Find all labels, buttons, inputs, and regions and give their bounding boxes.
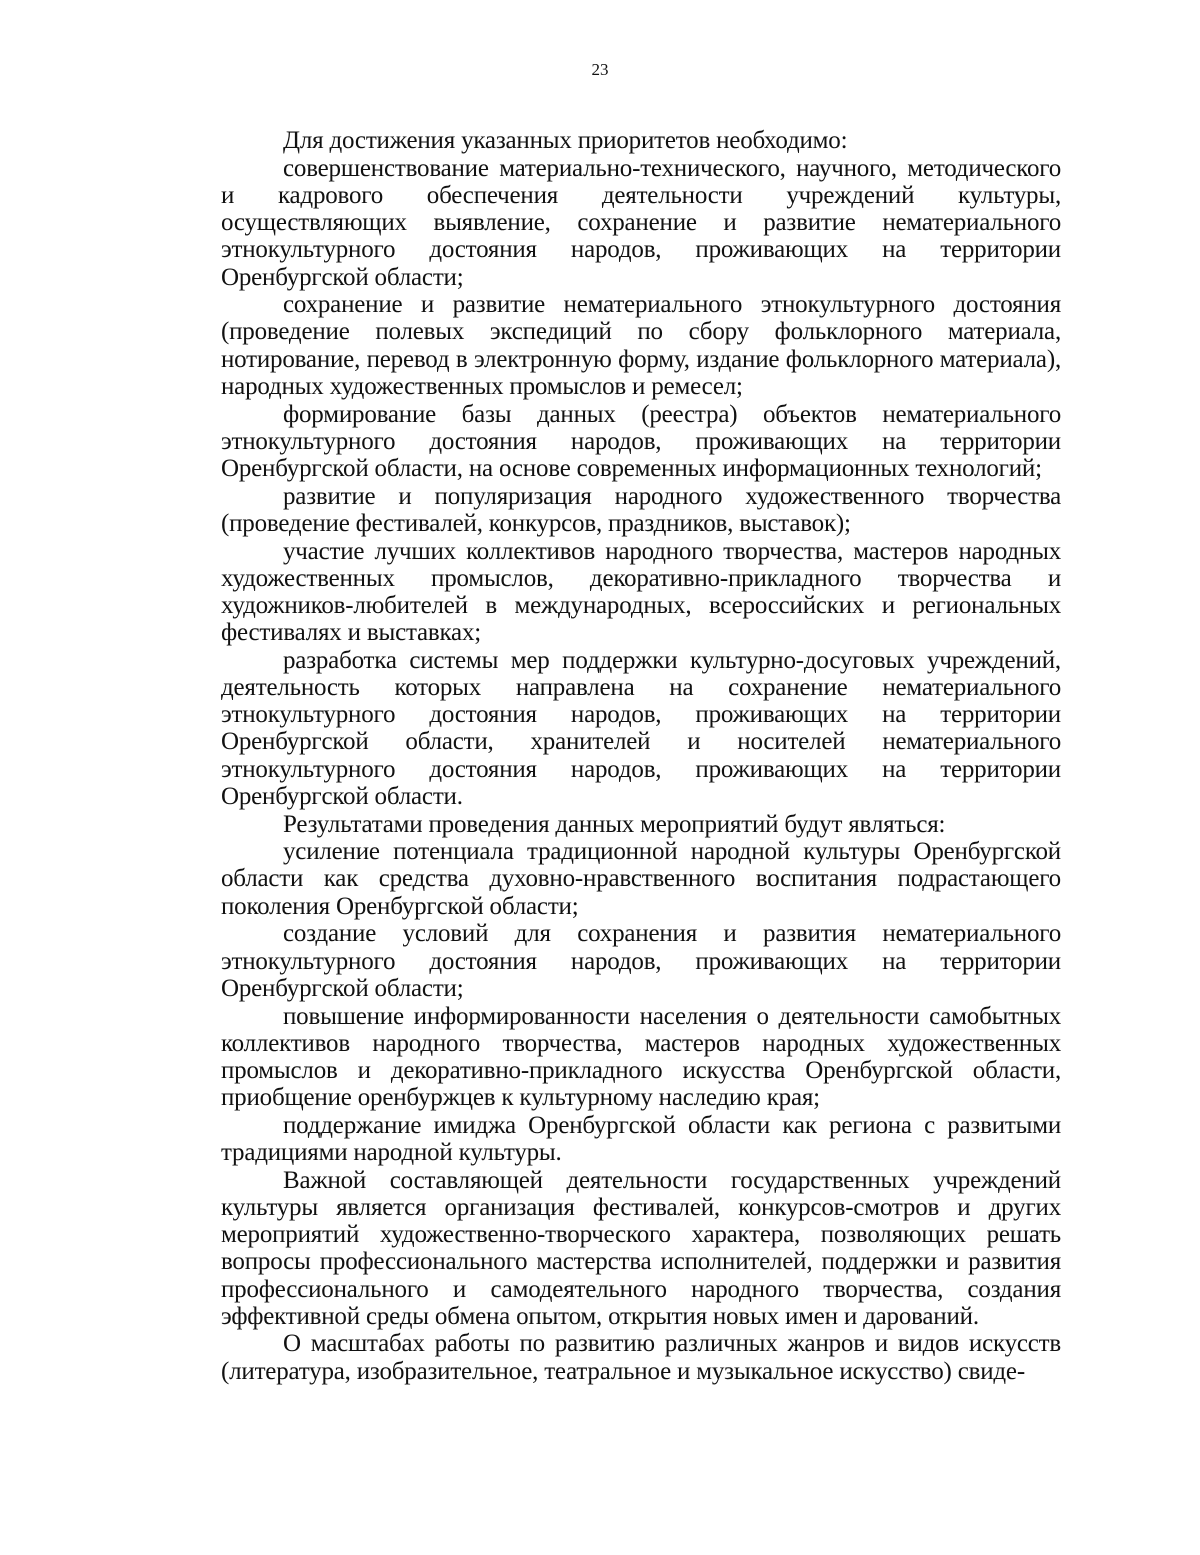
paragraph: создание условий для сохранения и развития нематериального этнокультурного достояния народов, проживающих на территории Оренбургской области; [221, 920, 1061, 1002]
paragraph: Важной составляющей деятельности государственных учреждений культуры является организация фестивалей, конкурсов-смотров и других мероприятий художественно-творческого характера, позволяющих решать вопросы профессионального мастерства исполнителей, поддержки и развития профессионального и самодеятельного народного творчества, создания эффективной среды обмена опытом, открытия новых имен и дарований. [221, 1166, 1061, 1330]
page-number: 23 [591, 60, 609, 79]
paragraph: сохранение и развитие нематериального этнокультурного достояния (проведение полевых экспедиций по сбору фольклорного материала, нотирование, перевод в электронную форму, издание фольклорного материала), народных художественных промыслов и ремесел; [221, 291, 1061, 400]
paragraph: Для достижения указанных приоритетов необходимо: [283, 127, 848, 154]
paragraph: усиление потенциала традиционной народной культуры Оренбургской области как средства духовно-нравственного воспитания подрастающего поколения Оренбургской области; [221, 838, 1061, 920]
paragraph: Результатами проведения данных мероприятий будут являться: [283, 810, 946, 838]
paragraph: формирование базы данных (реестра) объектов нематериального этнокультурного достояния народов, проживающих на территории Оренбургской области, на основе современных информационных технологий; [221, 400, 1061, 482]
paragraph: повышение информированности населения о деятельности самобытных коллективов народного творчества, мастеров народных художественных промыслов и декоративно-прикладного искусства Оренбургской области, приобщение оренбуржцев к культурному наследию края; [221, 1002, 1061, 1112]
paragraph: разработка системы мер поддержки культурно-досуговых учреждений, деятельность которых направлена на сохранение нематериального этнокультурного достояния народов, проживающих на территории Оренбургской области, хранителей и носителей нематериального этнокультурного достояния народов, проживающих на территории Оренбургской области. [221, 646, 1061, 810]
paragraph: развитие и популяризация народного художественного творчества (проведение фестивалей, конкурсов, праздников, выставок); [221, 482, 1061, 537]
paragraph: участие лучших коллективов народного творчества, мастеров народных художественных промыслов, декоративно-прикладного творчества и художников-любителей в международных, всероссийских и региональных фестивалях и выставках; [221, 537, 1061, 647]
paragraph: совершенствование материально-технического, научного, методического и кадрового обеспечения деятельности учреждений культуры, осуществляющих выявление, сохранение и развитие нематериального этнокультурного достояния народов, проживающих на территории Оренбургской области; [221, 154, 1061, 291]
paragraph: поддержание имиджа Оренбургской области как региона с развитыми традициями народной культуры. [221, 1111, 1061, 1167]
body-text [221, 127, 1061, 1385]
paragraph: О масштабах работы по развитию различных жанров и видов искусств (литература, изобразительное, театральное и музыкальное искусство) свиде- [221, 1330, 1061, 1385]
